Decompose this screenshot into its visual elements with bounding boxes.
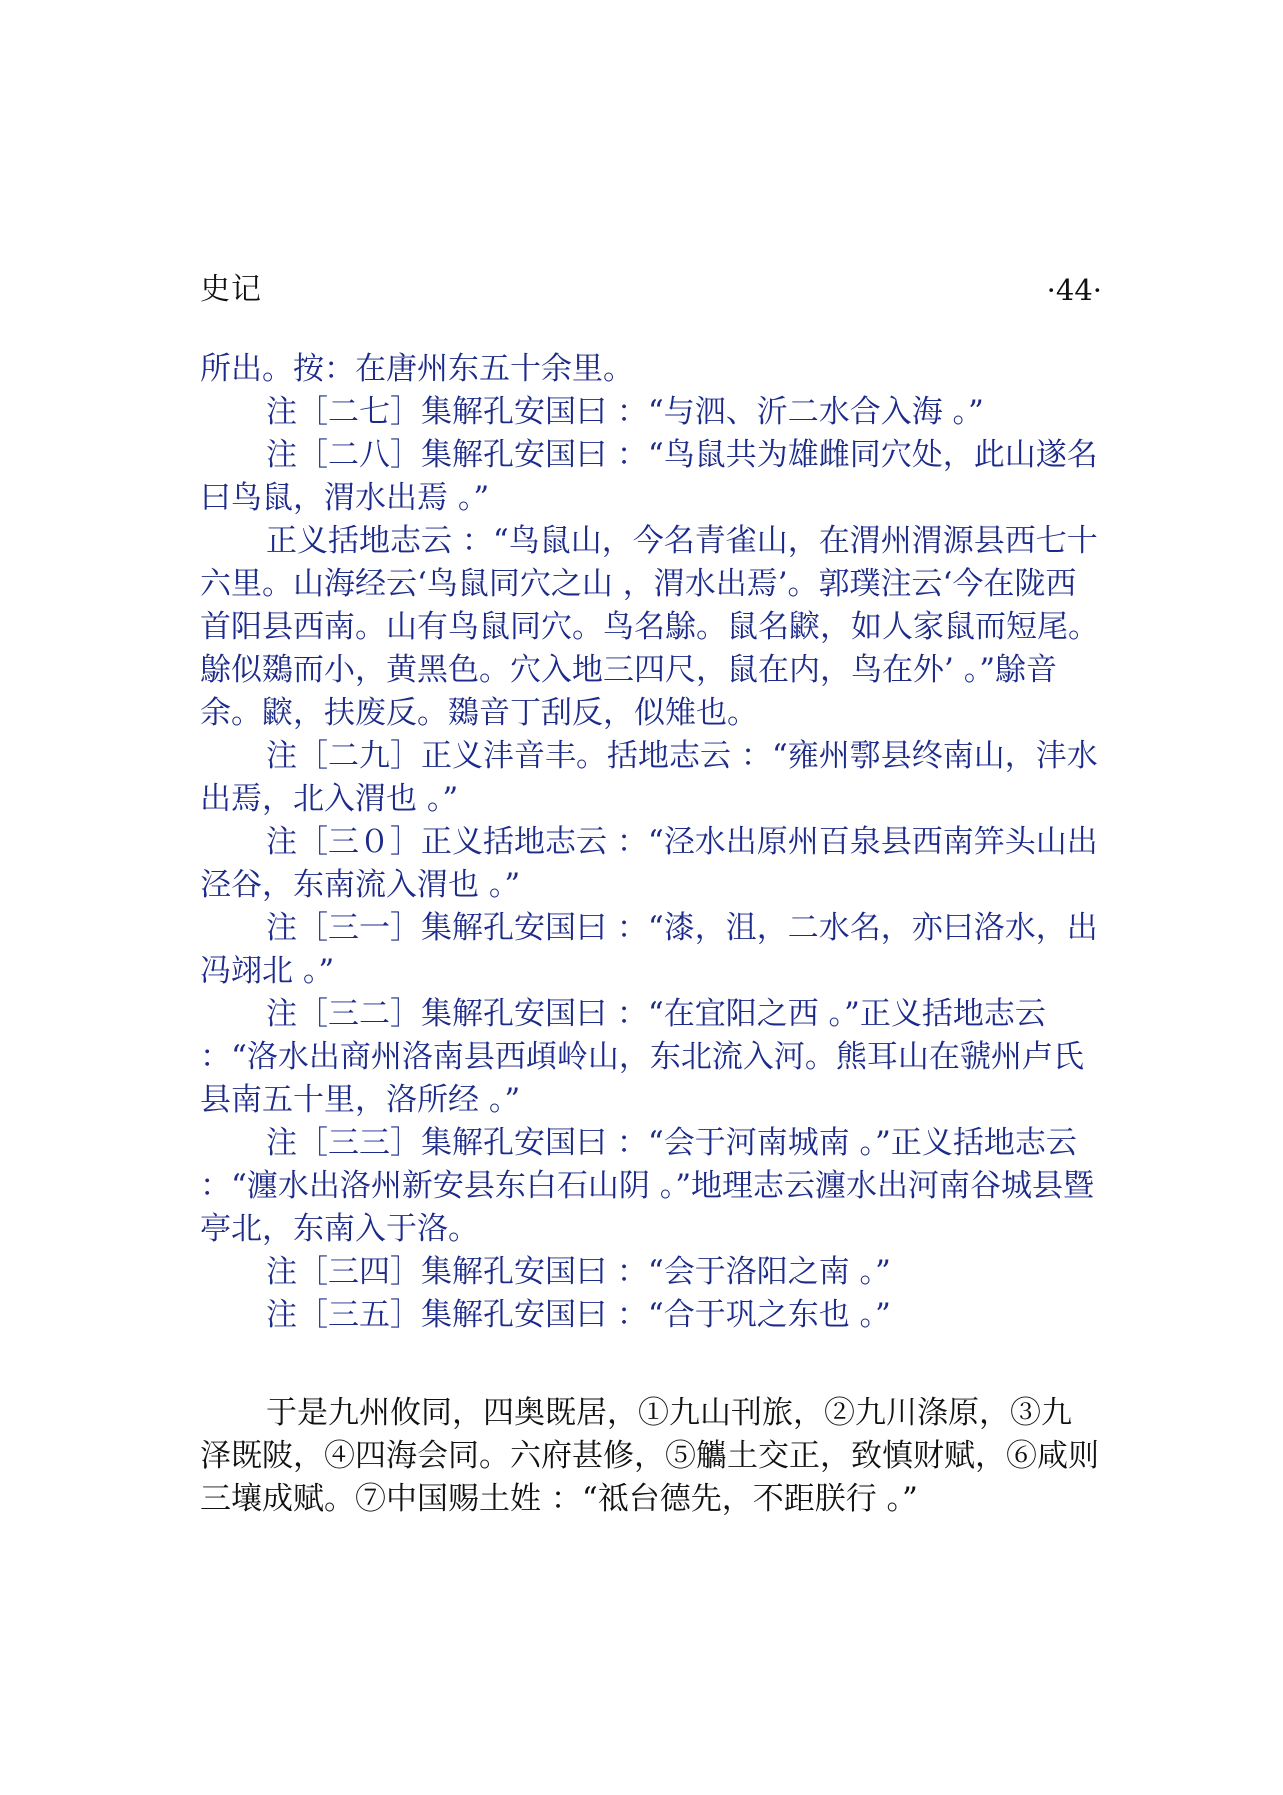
note-paragraph: 所出。按：在唐州东五十余里。	[200, 351, 634, 387]
note-paragraph: 注［二七］集解孔安国曰 ：“与泗、沂二水合入海 。”	[266, 394, 984, 430]
note-paragraph: 注［三一］集解孔安国曰 ：“漆，沮，二水名，亦曰洛水，出冯翊北 。”	[200, 910, 1098, 989]
note-paragraph: 注［二九］正义沣音丰。括地志云 ：“雍州鄠县终南山，沣水出焉，北入渭也 。”	[200, 738, 1098, 817]
note-paragraph: 注［三二］集解孔安国曰 ：“在宜阳之西 。”正义括地志云 ：“洛水出商州洛南县西頉岭山，东北流入河。熊耳山在虢州卢氏县南五十里，洛所经 。”	[200, 996, 1084, 1118]
commentary-notes	[200, 348, 1100, 1337]
page-number: ·44·	[1046, 273, 1102, 307]
note-paragraph: 注［三四］集解孔安国曰 ：“会于洛阳之南 。”	[266, 1254, 891, 1290]
note-paragraph: 注［二八］集解孔安国曰 ：“鸟鼠共为雄雌同穴处，此山遂名曰鸟鼠，渭水出焉 。”	[200, 437, 1098, 516]
note-paragraph: 注［三五］集解孔安国曰 ：“合于巩之东也 。”	[266, 1297, 891, 1333]
book-title: 史记	[200, 272, 262, 307]
note-paragraph: 注［三三］集解孔安国曰 ：“会于河南城南 。”正义括地志云 ：“瀍水出洛州新安县东白石山阴 。”地理志云瀍水出河南谷城县暨亭北，东南入于洛。	[200, 1125, 1095, 1247]
main-text-block	[200, 1392, 1100, 1521]
note-paragraph: 正义括地志云 ：“鸟鼠山，今名青雀山，在渭州渭源县西七十六里。山海经云‘鸟鼠同穴之山 ，渭水出焉’。郭璞注云‘今在陇西首阳县西南。山有鸟鼠同穴。鸟名鵌。鼠名鼵，如人家鼠而短尾。鵌似鵽而小，黄黑色。穴入地三四尺，鼠在内，鸟在外’ 。”鵌音余。鼵，扶废反。鵽音丁刮反，似雉也。	[200, 523, 1099, 731]
running-header	[200, 270, 1100, 310]
note-paragraph: 注［三０］正义括地志云 ：“泾水出原州百泉县西南笄头山出泾谷，东南流入渭也 。”	[200, 824, 1098, 903]
main-paragraph: 于是九州攸同，四奥既居，①九山刊旅，②九川涤原，③九泽既陂，④四海会同。六府甚修，⑤觿土交正，致慎财赋，⑥咸则三壤成赋。⑦中国赐土姓 ：“祗台德先，不距朕行 。”	[200, 1395, 1099, 1517]
